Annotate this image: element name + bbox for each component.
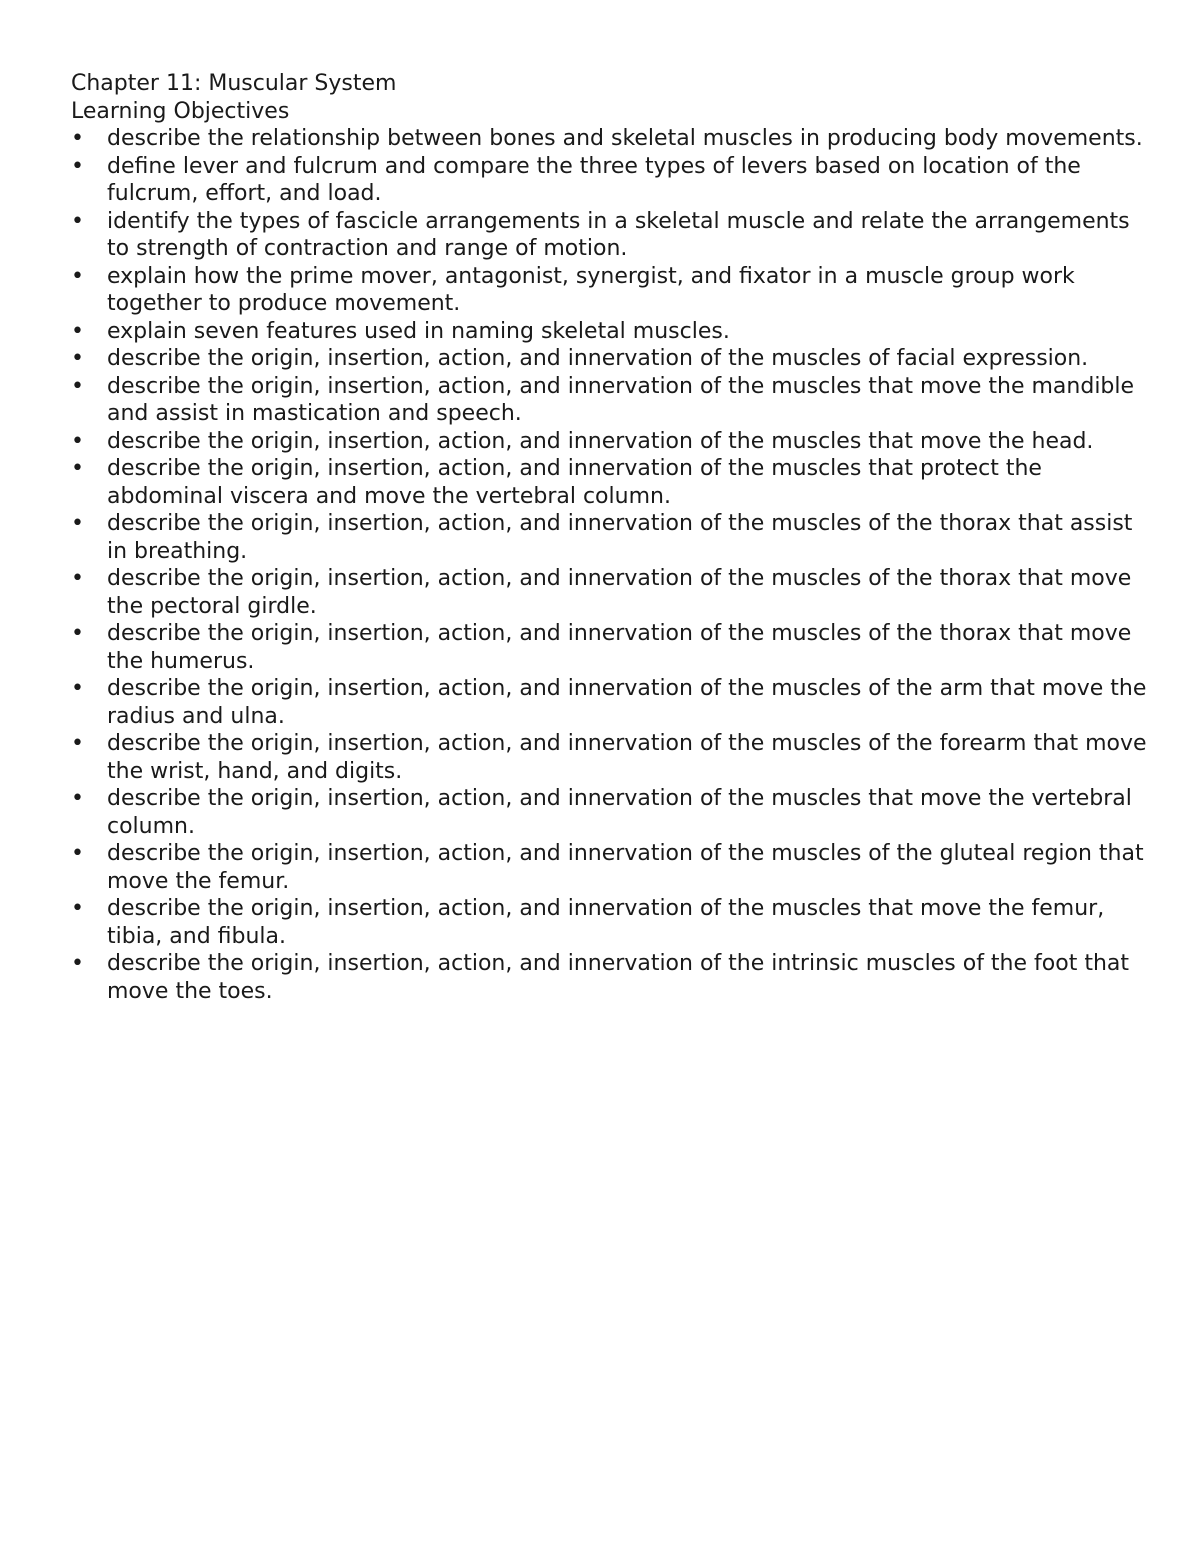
- bullet-icon: •: [71, 318, 84, 344]
- bullet-icon: •: [71, 511, 84, 536]
- list-item: [71, 510, 1151, 565]
- bullet-icon: •: [71, 896, 84, 921]
- bullet-icon: •: [71, 676, 84, 701]
- objective-text: describe the origin, insertion, action, and innervation of the muscles of the thorax that move the humerus.: [107, 621, 1132, 674]
- objective-text: explain seven features used in naming skeletal muscles.: [107, 318, 730, 344]
- list-item: [71, 840, 1151, 895]
- list-item: [71, 208, 1151, 263]
- list-item: [71, 373, 1151, 428]
- section-heading: Learning Objectives: [71, 98, 290, 124]
- list-item: [71, 428, 1151, 456]
- list-item: [71, 565, 1151, 620]
- bullet-icon: •: [71, 153, 84, 179]
- objective-text: describe the origin, insertion, action, and innervation of the intrinsic muscles of the foot that move the toes.: [107, 951, 1129, 1004]
- bullet-icon: •: [71, 208, 84, 234]
- list-item: [71, 895, 1151, 950]
- objectives-list: [71, 125, 1151, 1005]
- bullet-icon: •: [71, 126, 84, 151]
- bullet-icon: •: [71, 566, 84, 591]
- objective-text: describe the origin, insertion, action, and innervation of the muscles of the forearm that move the wrist, hand, and digits.: [107, 731, 1147, 784]
- list-item: [71, 153, 1151, 208]
- list-item: [71, 345, 1151, 373]
- bullet-icon: •: [71, 841, 84, 866]
- objective-text: explain how the prime mover, antagonist, synergist, and fixator in a muscle group work together to produce movement.: [107, 263, 1075, 316]
- list-item: [71, 125, 1151, 153]
- objective-text: describe the origin, insertion, action, and innervation of the muscles that move the femur, tibia, and fibula.: [107, 896, 1105, 949]
- objective-text: describe the origin, insertion, action, and innervation of the muscles of facial expression.: [107, 346, 1089, 371]
- bullet-icon: •: [71, 456, 84, 481]
- list-item: [71, 675, 1151, 730]
- objective-text: describe the origin, insertion, action, and innervation of the muscles that move the head.: [107, 428, 1094, 454]
- bullet-icon: •: [71, 951, 84, 976]
- objective-text: describe the origin, insertion, action, and innervation of the muscles of the arm that move the radius and ulna.: [107, 676, 1147, 729]
- bullet-icon: •: [71, 731, 84, 756]
- objective-text: describe the origin, insertion, action, and innervation of the muscles of the thorax that move the pectoral girdle.: [107, 566, 1132, 619]
- list-item: [71, 785, 1151, 840]
- list-item: [71, 318, 1151, 346]
- list-item: [71, 455, 1151, 510]
- objective-text: describe the origin, insertion, action, and innervation of the muscles that move the mandible and assist in mastication and speech.: [107, 373, 1135, 426]
- list-item: [71, 620, 1151, 675]
- bullet-icon: •: [71, 786, 84, 811]
- list-item: [71, 950, 1151, 1005]
- objective-text: describe the origin, insertion, action, and innervation of the muscles that move the vertebral column.: [107, 786, 1132, 839]
- objective-text: describe the relationship between bones and skeletal muscles in producing body movements.: [107, 126, 1143, 151]
- objective-text: identify the types of fascicle arrangements in a skeletal muscle and relate the arrangements to strength of contraction and range of motion.: [107, 208, 1130, 261]
- document-page: [71, 70, 1151, 1005]
- bullet-icon: •: [71, 428, 84, 454]
- objective-text: describe the origin, insertion, action, and innervation of the muscles that protect the abdominal viscera and move the vertebral column.: [107, 456, 1042, 509]
- list-item: [71, 730, 1151, 785]
- bullet-icon: •: [71, 346, 84, 371]
- objective-text: describe the origin, insertion, action, and innervation of the muscles of the gluteal region that move the femur.: [107, 841, 1144, 894]
- objective-text: describe the origin, insertion, action, and innervation of the muscles of the thorax that assist in breathing.: [107, 511, 1133, 564]
- bullet-icon: •: [71, 263, 84, 289]
- bullet-icon: •: [71, 373, 84, 399]
- list-item: [71, 263, 1151, 318]
- document-title: Chapter 11: Muscular System: [71, 71, 397, 96]
- bullet-icon: •: [71, 621, 84, 646]
- objective-text: define lever and fulcrum and compare the three types of levers based on location of the fulcrum, effort, and load.: [107, 153, 1081, 206]
